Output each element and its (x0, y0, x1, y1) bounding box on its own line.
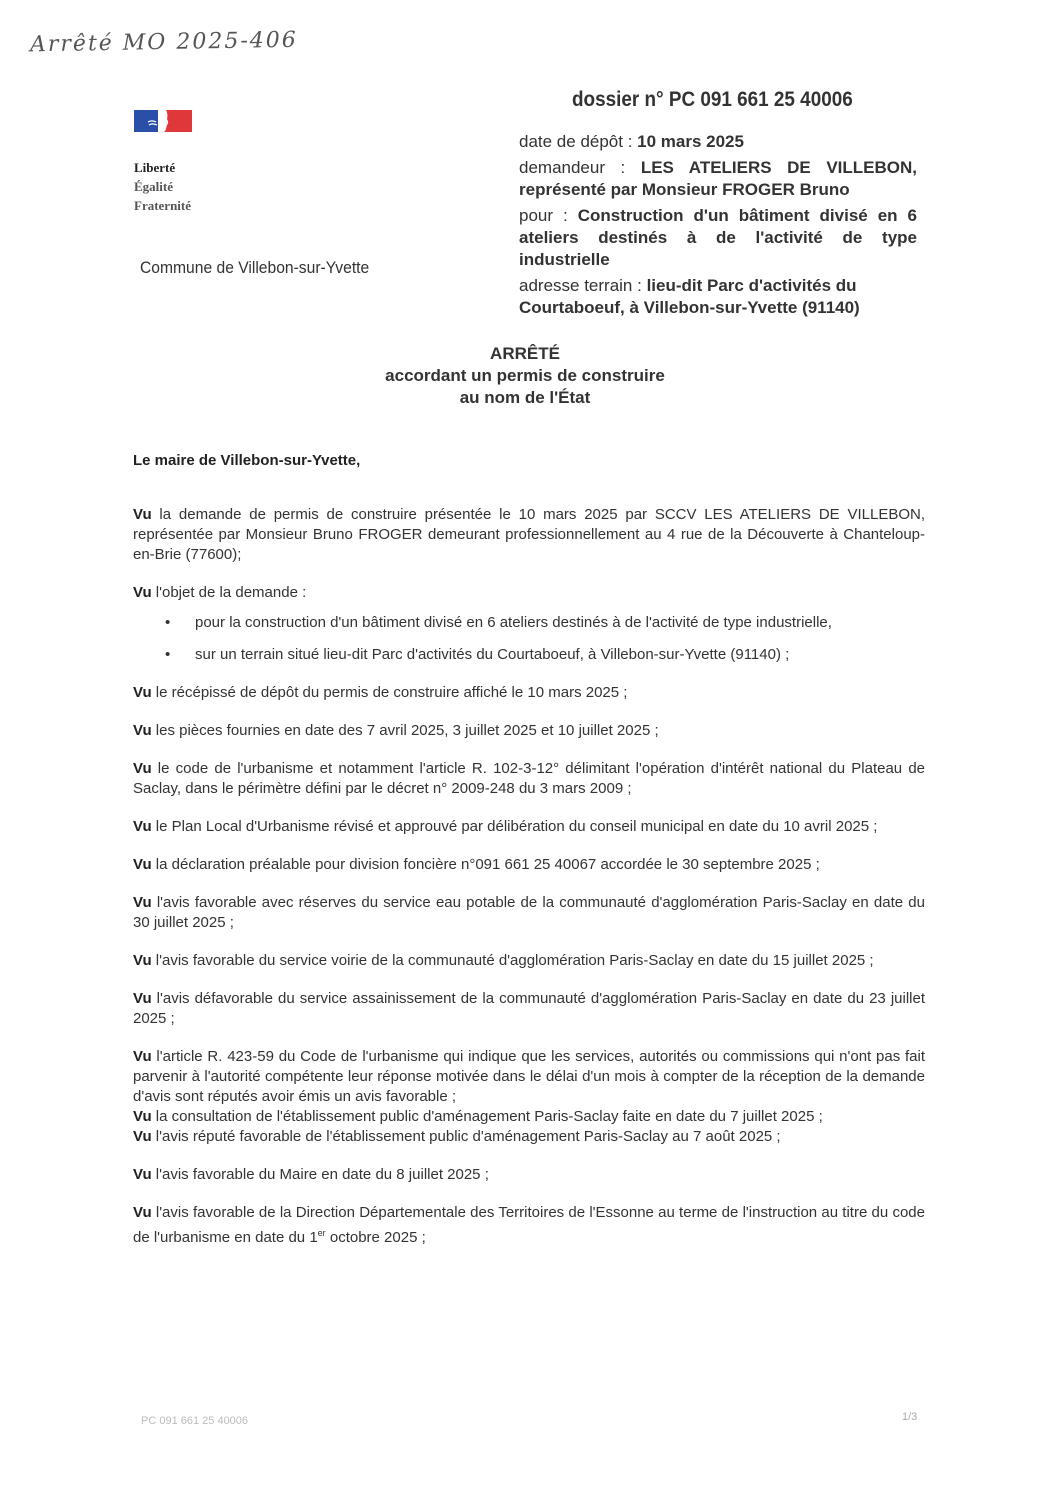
commune-name: Commune de Villebon-sur-Yvette (140, 258, 370, 277)
vu-paragraph: Vu la déclaration préalable pour division foncière n°091 661 25 40067 accordée le 30 septembre 2025 ; (133, 856, 820, 873)
terrain-address: lieu-dit Parc d'activités du Courtaboeuf, à Villebon-sur-Yvette (91140) (519, 276, 860, 317)
document-body (133, 505, 925, 1266)
objet-list (133, 613, 925, 665)
vu-paragraph: Vu le code de l'urbanisme et notamment l'article R. 102-3-12° délimitant l'opération d'intérêt national du Plateau de Saclay, dans le périmètre défini par le décret n° 2009-248 du 3 mars 2009 ; (133, 760, 925, 797)
title-arrete: ARRÊTÉ (490, 344, 560, 363)
adresse-row: adresse terrain : lieu-dit Parc d'activités du Courtaboeuf, à Villebon-sur-Yvette (91140) (519, 276, 860, 317)
vu-paragraph: Vu l'article R. 423-59 du Code de l'urbanisme qui indique que les services, autorités ou commissions qui n'ont pas fait parvenir à l'autorité compétente leur réponse motivée dans le délai d'un mois à compter de la réception de la demande d'avis sont réputés avoir émis un avis favorable ; (133, 1048, 925, 1105)
vu-paragraph: Vu les pièces fournies en date des 7 avril 2025, 3 juillet 2025 et 10 juillet 2025 ; (133, 722, 659, 739)
vu-paragraph: Vu l'avis favorable de la Direction Départementale des Territoires de l'Essonne au terme de l'instruction au titre du code de l'urbanisme en date du 1er octobre 2025 ; (133, 1204, 925, 1246)
footer-reference: PC 091 661 25 40006 (141, 1415, 249, 1427)
vu-paragraph: Vu le récépissé de dépôt du permis de construire affiché le 10 mars 2025 ; (133, 684, 628, 701)
republic-motto (134, 158, 191, 215)
list-item: • pour la construction d'un bâtiment divisé en 6 ateliers destinés à de l'activité de type industrielle, (133, 613, 925, 633)
flag-red-part (164, 110, 192, 132)
motto-fraternite: Fraternité (134, 198, 192, 213)
vu-paragraph: Vu l'avis favorable avec réserves du service eau potable de la communauté d'agglomération Paris-Saclay en date du 30 juillet 2025 ; (133, 894, 925, 931)
title-subtitle-2: au nom de l'État (459, 388, 591, 407)
depot-date-row: date de dépôt : 10 mars 2025 (519, 132, 744, 151)
title-subtitle: accordant un permis de construire (385, 366, 665, 385)
vu-paragraph: Vu la consultation de l'établissement public d'aménagement Paris-Saclay faite en date du 7 juillet 2025 ; (133, 1108, 823, 1125)
pour-row: pour : Construction d'un bâtiment divisé en 6 ateliers destinés à de l'activité de type industrielle (519, 206, 918, 269)
vu-paragraph: Vu l'avis favorable du Maire en date du 8 juillet 2025 ; (133, 1166, 489, 1183)
vu-paragraph: Vu l'avis défavorable du service assainissement de la communauté d'agglomération Paris-Saclay en date du 23 juillet 2025 ; (133, 990, 925, 1027)
motto-egalite: Égalité (134, 179, 173, 194)
marianne-logo-icon (134, 110, 192, 132)
dossier-number: dossier n° PC 091 661 25 40006 (572, 88, 853, 111)
vu-paragraph: Vu l'avis favorable du service voirie de la communauté d'agglomération Paris-Saclay en date du 15 juillet 2025 ; (133, 952, 874, 969)
maire-heading: Le maire de Villebon-sur-Yvette, (133, 452, 361, 469)
handwritten-note: Arrêté MO 2025-406 (29, 27, 298, 58)
page-number: 1/3 (902, 1411, 918, 1423)
motto-liberte: Liberté (134, 160, 176, 175)
depot-date: 10 mars 2025 (637, 132, 744, 151)
demandeur: LES ATELIERS DE VILLEBON, représenté par Monsieur FROGER Bruno (519, 158, 917, 199)
marianne-profile (158, 110, 167, 132)
vu-paragraph: Vu l'avis réputé favorable de l'établissement public d'aménagement Paris-Saclay au 7 août 2025 ; (133, 1128, 781, 1145)
vu-paragraph: Vu le Plan Local d'Urbanisme révisé et approuvé par délibération du conseil municipal en date du 10 avril 2025 ; (133, 818, 878, 835)
list-item: • sur un terrain situé lieu-dit Parc d'activités du Courtaboeuf, à Villebon-sur-Yvette (91140) ; (133, 645, 925, 665)
vu-paragraph: Vu la demande de permis de construire présentée le 10 mars 2025 par SCCV LES ATELIERS DE VILLEBON, représentée par Monsieur Bruno FROGER demeurant professionnellement au 4 rue de la Découverte à Chanteloup-en-Brie (77600); (133, 506, 925, 563)
project-description: Construction d'un bâtiment divisé en 6 ateliers destinés à de l'activité de type industrielle (519, 206, 918, 269)
dossier-metadata (519, 131, 917, 323)
document-title (300, 343, 750, 409)
demandeur-row: demandeur : LES ATELIERS DE VILLEBON, représenté par Monsieur FROGER Bruno (519, 158, 917, 199)
vu-paragraph: Vu l'objet de la demande : (133, 584, 307, 601)
